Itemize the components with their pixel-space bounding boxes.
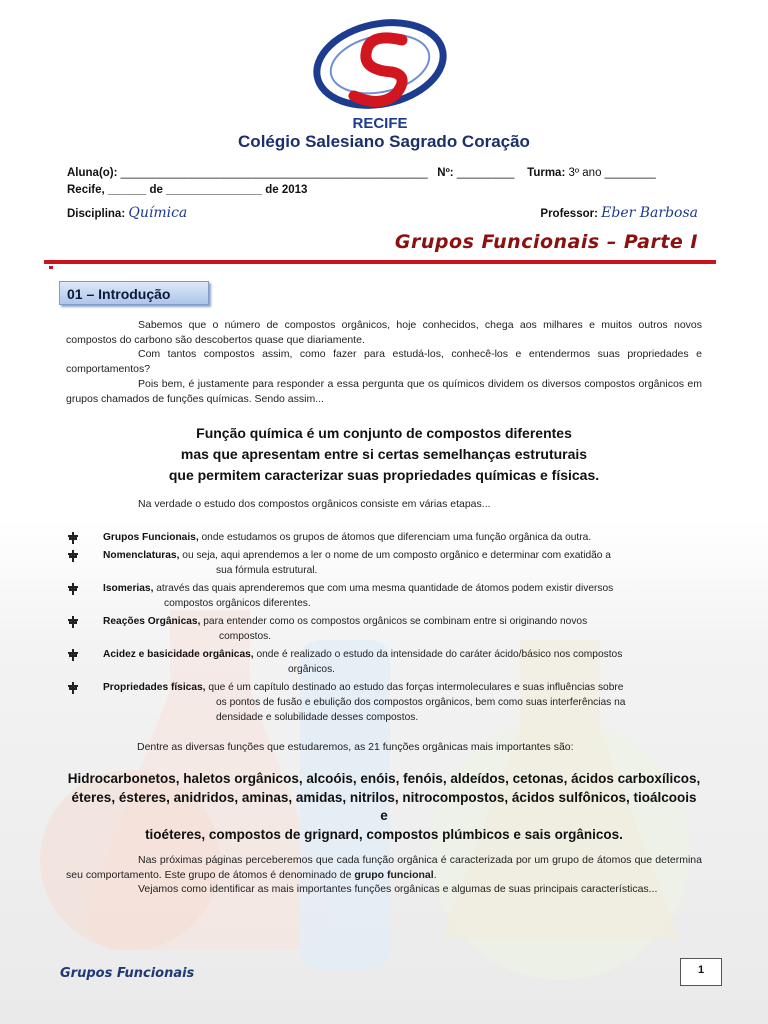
bullet-text-cont: compostos orgânicos diferentes. [164, 598, 311, 609]
bullet-term: Grupos Funcionais, [103, 532, 199, 543]
pushpin-icon [66, 616, 80, 628]
bullet-text-cont: sua fórmula estrutural. [216, 565, 318, 576]
bullet-text: que é um capítulo destinado ao estudo das forças intermoleculares e suas influências sobre [208, 682, 624, 693]
professor-row [540, 205, 698, 221]
pushpin-icon [66, 649, 80, 661]
rule-mark [49, 266, 53, 269]
closing-paragraph-2: Vejamos como identificar as mais importantes funções orgânicas e algumas de suas principais características... [138, 883, 658, 895]
intro-paragraph-1: Sabemos que o número de compostos orgânicos, hoje conhecidos, chega aos milhares e muitos outros novos compostos do carbono são descobertos quase que diariamente. [66, 319, 702, 346]
definition-line-3: que permitem caracterizar suas propriedades químicas e físicas. [168, 467, 600, 483]
pushpin-icon [66, 532, 80, 544]
pushpin-icon [66, 682, 80, 694]
functions-intro: Dentre as diversas funções que estudaremos, as 21 funções orgânicas mais importantes são: [137, 741, 574, 753]
bullet-term: Reações Orgânicas, [103, 616, 201, 627]
steps-intro: Na verdade o estudo dos compostos orgânicos consiste em várias etapas... [138, 498, 491, 510]
bullet-text: onde estudamos os grupos de átomos que diferenciam uma função orgânica da outra. [201, 532, 592, 543]
page-number: 1 [680, 958, 722, 986]
functions-line-2: éteres, ésteres, anidridos, aminas, amidas, nitrilos, nitrocompostos, ácidos sulfônicos, tioálcoois e [71, 789, 697, 823]
page-title: Grupos Funcionais – Parte I [394, 231, 698, 253]
bullet-term: Acidez e basicidade orgânicas, [103, 649, 254, 660]
bullet-term: Propriedades físicas, [103, 682, 206, 693]
bullet-text-cont: os pontos de fusão e ebulição dos compostos orgânicos, bem como suas interferências na [216, 697, 626, 708]
title-rule [44, 260, 716, 264]
bullet-text: ou seja, aqui aprendemos a ler o nome de um composto orgânico e determinar com exatidão a [182, 550, 611, 561]
turma-value[interactable]: 3º ano ________ [568, 167, 656, 179]
grupo-funcional-term: grupo funcional [354, 868, 434, 881]
numero-blank[interactable]: _________ [456, 167, 515, 179]
professor-label: Professor: [540, 208, 598, 220]
bullet-term: Isomerias, [103, 583, 154, 594]
aluna-blank[interactable]: ________________________________________________ [120, 167, 428, 179]
disciplina-row [67, 205, 187, 221]
bullet-text: através das quais aprenderemos que com uma mesma quantidade de átomos podem existir diversos [156, 583, 614, 594]
logo-text: RECIFE [352, 115, 408, 130]
turma-label: Turma: [527, 167, 566, 179]
aluna-label: Aluna(o): [67, 167, 118, 179]
intro-paragraph-2: Com tantos compostos assim, como fazer para estudá-los, conhecê-los e entendermos suas propriedades e comportamentos? [66, 348, 702, 375]
bullet-term: Nomenclaturas, [103, 550, 180, 561]
definition-block [66, 423, 702, 486]
closing-paragraph-1 [66, 853, 702, 883]
bullet-text: para entender como os compostos orgânicos se combinam entre si originando novos [203, 616, 588, 627]
recife-date-row[interactable]: Recife, ______ de _______________ de 2013 [67, 184, 308, 196]
school-name: Colégio Salesiano Sagrado Coração [238, 132, 530, 151]
functions-line-3: tioéteres, compostos de grignard, compostos plúmbicos e sais orgânicos. [145, 826, 623, 842]
pushpin-icon [66, 550, 80, 562]
closing-period: . [433, 868, 437, 881]
student-row [67, 167, 656, 179]
intro-paragraph-3: Pois bem, é justamente para responder a essa pergunta que os químicos dividem os diversos compostos orgânicos em grupos chamados de funções químicas. Sendo assim... [66, 378, 702, 405]
footer-label: Grupos Funcionais [60, 966, 195, 981]
bullet-text-cont: orgânicos. [288, 664, 336, 675]
numero-label: Nº: [437, 167, 454, 179]
professor-value: Eber Barbosa [601, 205, 698, 221]
closing-text: Nas próximas páginas perceberemos que cada função orgânica é caracterizada por um grupo de átomos que determina seu comportamento. Este grupo de átomos é denominado de [66, 854, 702, 881]
bullet-text: onde é realizado o estudo da intensidade do caráter ácido/básico nos compostos [256, 649, 623, 660]
functions-list [66, 770, 702, 844]
disciplina-label: Disciplina: [67, 208, 126, 220]
bullet-text-cont: densidade e solubilidade desses compostos. [216, 712, 419, 723]
disciplina-value: Química [128, 205, 188, 221]
functions-line-1: Hidrocarbonetos, haletos orgânicos, alcoóis, enóis, fenóis, aldeídos, cetonas, ácidos carboxílicos, [67, 771, 701, 786]
bullet-text-cont: compostos. [219, 631, 272, 642]
section-heading: 01 – Introdução [59, 281, 209, 305]
definition-line-2: mas que apresentam entre si certas semelhanças estruturais [180, 446, 588, 462]
school-logo [310, 18, 450, 130]
pushpin-icon [66, 583, 80, 595]
definition-line-1: Função química é um conjunto de compostos diferentes [196, 425, 572, 441]
